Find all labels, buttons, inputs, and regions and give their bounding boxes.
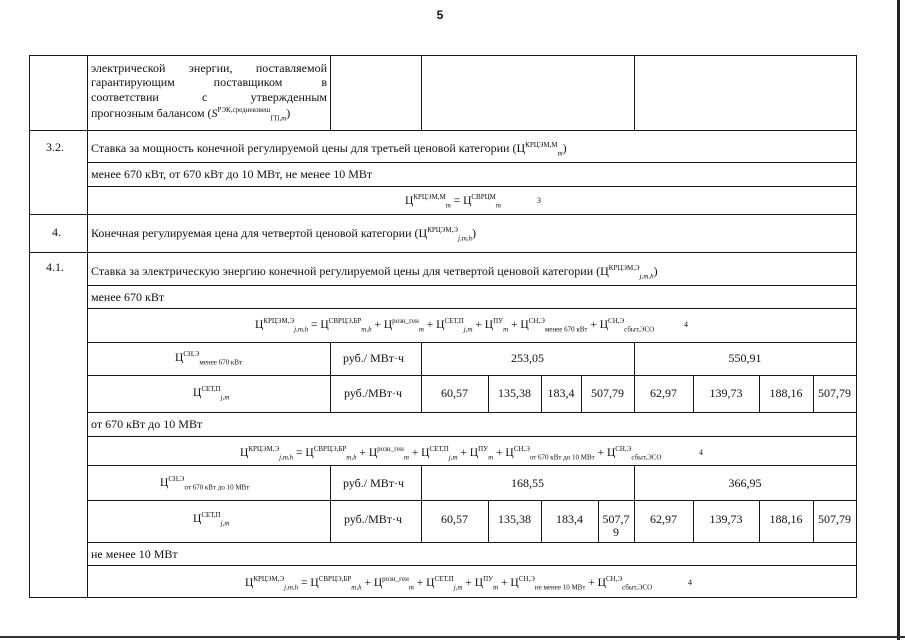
section-b-set-value: 183,4 [556,512,583,526]
formula-section-c: $Ц^{КРЦЭМ,Э}_{j,m,h} = Ц^{СВРЦЭ,БР}_{m,h} + Ц^{розн\_ген}_m + Ц^{СЕТ,П}_{j,m} + Ц^{ПУ}_m + Ц^{СН,Э}_{не менее 10 МВт} + Ц^{СН,Э}_{сбыт,ЭСО}$ [245,575,653,592]
section-b-sn-label: $Ц^{СН,Э}_{от 670 кВт до 10 МВт}$ [160,475,250,492]
section-a-set-unit: руб./МВт·ч [344,386,403,400]
row-3-2-title: Ставка за мощность конечной регулируемой цены для третьей ценовой категории $(Ц^{КРЦЭМ,М}_m)$ [91,141,567,158]
scan-edge-bottom [0,636,905,638]
row-4-1-title: Ставка за электрическую энергию конечной регулируемой цены для четвертой ценовой категории $(Ц^{КРЦЭМ,Э}_{j,m,h})$ [91,264,658,281]
row1-last-line: прогнозным балансом $(S^{РЭК,средневзвеш}_{ГП,m})$ [91,106,291,123]
formula-section-b: $Ц^{КРЦЭМ,Э}_{j,m,h} = Ц^{СВРЦЭ,БР}_{m,h} + Ц^{розн\_ген}_m + Ц^{СЕТ,П}_{j,m} + Ц^{ПУ}_m + Ц^{СН,Э}_{от 670 кВт до 10 МВт} + Ц^{СН,Э}_{сбыт,ЭСО}$ [240,445,662,462]
section-a-set-value: 139,73 [709,386,743,400]
section-a-set-value: 183,4 [547,386,575,400]
section-b-sn-unit: руб./ МВт·ч [343,476,405,490]
row-3-2-subtitle: менее 670 кВт, от 670 кВт до 10 МВт, не менее 10 МВт [91,167,373,181]
section-b-set-value: 188,16 [769,512,803,526]
section-b-sn-value-1: 168,55 [511,476,544,490]
section-b-set-value: 139,73 [709,512,743,526]
row-number-4: 4. [52,225,61,239]
row-4-title: Конечная регулируемая цена для четвертой ценовой категории $(Ц^{КРЦЭМ,Э}_{j,m,h})$ [91,226,477,243]
row-number-4-1: 4.1. [46,260,64,274]
section-b-set-value: 60,57 [441,512,468,526]
scan-edge-right [897,0,900,640]
row-number-3-2: 3.2. [46,140,64,154]
section-b-set-unit: руб./МВт·ч [344,512,403,526]
section-a-set-value: 507,79 [818,386,851,400]
section-a-set-label: $Ц^{СЕТ,П}_{j,m}$ [193,385,230,402]
page-number: 5 [436,8,444,22]
section-b-set-value: 507,7 [602,512,630,526]
formula-section-c-ref: 4 [688,578,692,587]
formula-section-a: $Ц^{КРЦЭМ,Э}_{j,m,h} = Ц^{СВРЦЭ,БР}_{m,h} + Ц^{розн\_ген}_m + Ц^{СЕТ,П}_{j,m} + Ц^{ПУ}_m + Ц^{СН,Э}_{менее 670 кВт} + Ц^{СН,Э}_{сбыт,ЭСО}$ [255,317,655,334]
section-b-set-value: 135,38 [498,512,531,526]
section-c-title: не менее 10 МВт [91,547,178,561]
section-b-set-label: $Ц^{СЕТ,П}_{j,m}$ [193,511,230,528]
formula-section-a-ref: 4 [684,320,688,329]
section-b-set-value: 507,79 [818,512,851,526]
formula-3-2-ref: 3 [537,196,541,205]
section-a-sn-unit: руб./ МВт·ч [343,351,405,365]
section-a-set-value: 188,16 [769,386,803,400]
section-b-set-value-wrap: 9 [613,525,619,539]
section-a-set-value: 135,38 [498,386,531,400]
section-a-set-value: 507,79 [591,386,624,400]
section-a-set-value: 60,57 [441,386,468,400]
section-a-sn-label: $Ц^{СН,Э}_{менее 670 кВт}$ [175,350,243,367]
section-b-sn-value-2: 366,95 [728,476,762,490]
section-a-set-value: 62,97 [650,386,677,400]
formula-section-b-ref: 4 [699,448,703,457]
section-a-sn-value-2: 550,91 [728,351,762,365]
section-a-title: менее 670 кВт [91,290,165,304]
formula-3-2: $Ц^{КРЦЭМ,М}_m = Ц^{СВРЦМ}_m$ [405,193,501,210]
section-a-sn-value-1: 253,05 [511,351,544,365]
section-b-set-value: 62,97 [650,512,677,526]
section-b-title: от 670 кВт до 10 МВт [91,417,203,431]
